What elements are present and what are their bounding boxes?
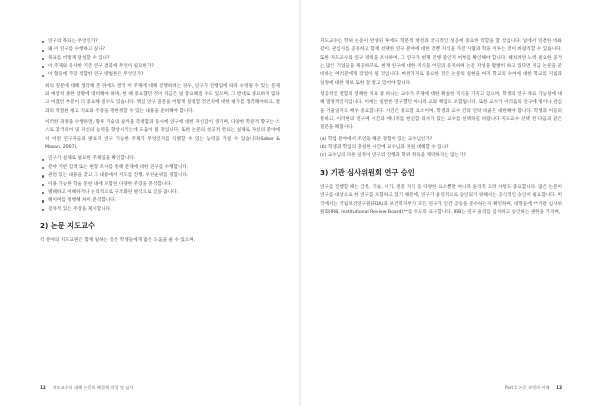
list-item: 이 주제와 유사한 기존 연구 결과에 무엇이 필요한가?: [40, 63, 280, 71]
section-heading: 2) 논문 지도교수: [40, 220, 95, 230]
paragraph: 이러한 과정을 수행하면, 향후 기술의 숲까을 측정함과 동시에 연구에 대한 자신감이 생기며, 다양한 학문적 향구는 스스로 찾거리어 및 자신의 능력을 향상시키는데 도움이 될 것입니다. 또한 논문의 성공적 완료는 실제로 자신의 분야에서 어떤 연구자들의 발표지 연구 가능한 주제가 무엇인지를 식별할 수 있는 능력을 가질 수 있습니다(Saber & Mason, 2007).: [45, 120, 280, 151]
running-footer: Part 1 논문 과정의 이해: [504, 385, 550, 390]
skill-list: [40, 155, 280, 213]
list-item: 질차적 있는 주장을 제시합니다.: [40, 206, 280, 214]
page-number: 12: [40, 385, 46, 390]
list-item: 이용 가능한 학술 문헌 내에 포함된 다양한 주장을 분석합니다.: [40, 181, 280, 189]
paragraph: 성공적인 결합의 영해한 지표 중 하나는 교수가 주제에 대한 확실한 지식을 가지고 있으며, 학생의 연구 목표 가능성에 대해 열정적인지입니다. 이에는 일반론 연구했던 아니라 교와 책임도 포함됩니다. 또한 교수가 이러움의 연구에 명이나 관심을 기울일지도 배우 중요합니다. 시간은 중요할 요소이며, 학생과 교수 간의 연락 비율은 대한해야 합니다. 학생과 이들의 통하고, 이러한의 연구에 시간과 에너지를 헌신할 의사가 있는 교수를 선택하길 바랍니다 지도교수 선택 전 다음과 같은 질문을 해봅시다.: [320, 92, 562, 131]
running-footer: 지도교수의 대해 논문의 해결책 작성 및 심사: [52, 385, 134, 390]
right-page: [300, 0, 600, 406]
question-a: (a) 학업 분야에서 조언을 해준 경험이 있는 교수님인가?: [320, 136, 433, 142]
list-item: 별해하고 이해하거나 논리적으로 구조화된 방식으로 글을 씁니다.: [40, 189, 280, 197]
list-item: 관련 있는 내용을 찾고 그 내용에서 지도를 진행, 우선순위를 정합니다.: [40, 172, 280, 180]
paragraph: 지도교수는 학위 논문이 완성된 후에도 학문적 방전과 궁극적인 성공에 중요한 역할을 할 것입니다. 일에서 연결한 바와 같이, 관심사를 공유하고 함께 선택한 연구 분야에 대한 것뿐 지식을 가진 사람과 학을 이루는 것이 바람직할 수 있습니다. 또한 지도교수의 연구 경력을 조사하여, 그 연구가 현재 진행 중인지 여부를 확인해야 합니다. 헤치려면 노력 필요한 증거는 많은 기업들을 제공하므로, 현재 연구에 대한 지식을 어딘의 유지하며 논문 작성을 활발히 하고 있다면 지금 논문을 준비하는 여러분에게 장점이 될 것입니다. 마찬가지로 중요한 것은 논문의 실현을 마지 학교의 수여에 대한 학교의 지침과 일정에 대한 정보 또한 잘 알고 있어야 합니다.: [320, 39, 562, 86]
question-b: (b) 학생과 학업의 충실한 시간에 교수님과 지원 대해할 수 있나?: [320, 145, 449, 151]
question-list: [40, 38, 280, 80]
left-column: [40, 38, 280, 245]
section-heading: 3) 기관 심사위원회 연구 승인: [320, 167, 415, 177]
list-item: 연구의 목표는 무엇인가?: [40, 38, 280, 46]
paragraph: 연구를 진행할 때는 글옥, 기술, 시기, 전문 지식 등 다양한 요소뿐만 아니라 윤리적 고려 사항도 중요합니다. 많은 논문이 연구를 대상으로 한 연구를 포함하고 있기 때문에, 연구가 윤리적으로 승인되기 위해서는 공식적인 승인이 필요합니다. 미국에서는 국립보건연구원(FDA)과 보건복지부가 모든 연구가 인간 공동을 준수하는지 확인하며, 대학들에 **기관 심사위원회(IRB, Institutional Review Board)**를 두도록 요구합니다. IRB는 연구 윤리를 심사하고 승인하는 권한을 가지며,: [320, 184, 562, 215]
list-item: 해이버를 정행해 차이 분석합니다.: [40, 197, 280, 205]
page-footer: [505, 385, 562, 391]
right-column: [320, 38, 562, 217]
list-item: 연구가 실제로 필요한 주제임을 확인합니다.: [40, 155, 280, 163]
question-c: (c) 교수님의 다른 일정이 연구의 진행과 학위 취득을 계약하지는 않는가?: [320, 153, 466, 159]
paragraph: 위의 질문에 대해 생각해 본 뒤에도 결국 이 주제에 대해 진행하려는 경우, 연구가 진행됨에 따라 수정될 수 있는 문제와 예상치 못한 상황에 대비해야 하며, 한 때 중요했던 것이 지금은 덜 중요해질 수도 있으며, 그 반대로 중요하지 않다고 여겼던 부분이 더 중요해 질수도 있습니다. 핵심 연구 질문을 어떻게 설정할 것인지에 대한 평가를 생각해야하고, 결과의 적절한 평고 지표와 주장을 정한정할 수 있는 내용을 준비해야 합니다.: [45, 83, 280, 114]
list-item: 목표를 어떻게 달성할 수 있나?: [40, 55, 280, 63]
list-item: 왜 이 연구를 수행하고 싶나?: [40, 46, 280, 54]
list-item: 이 협동에 가장 적합한 연구 방법론은 무엇인가?: [40, 71, 280, 79]
paragraph: 각 분야의 지도교원은 함께 일하는 것은 학생들에게 많은 도움을 줄 수 있으며,: [40, 237, 196, 243]
page-footer: [40, 385, 133, 391]
page-number: 13: [556, 385, 562, 390]
list-item: 분야 기반 검색 또는 현장 조사를 통해 문제에 대한 연구를 수행합니다.: [40, 164, 280, 172]
